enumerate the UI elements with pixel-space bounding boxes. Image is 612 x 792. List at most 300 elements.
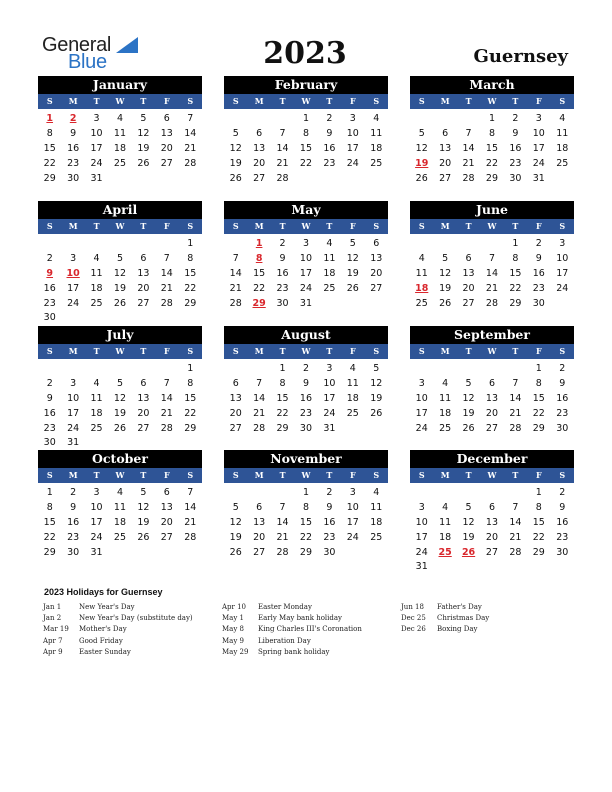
day-cell: 30 [67, 172, 80, 184]
day-cell: 1 [302, 487, 309, 498]
holiday-item [43, 647, 193, 658]
day-cell: 16 [299, 392, 313, 404]
weekday-label: W [487, 221, 497, 231]
weekday-label: T [279, 346, 286, 356]
day-cell: 13 [137, 267, 150, 279]
holiday-name: Boxing Day [437, 625, 478, 634]
day-cell: 27 [160, 157, 173, 169]
day-cell: 4 [116, 113, 123, 124]
day-cell: 21 [509, 407, 522, 419]
weekday-header [410, 94, 574, 109]
day-blank [271, 112, 294, 127]
day-cell: 12 [346, 252, 359, 264]
day-cell: 28 [253, 422, 266, 434]
day-cell: 18 [439, 407, 452, 419]
day-cell: 19 [462, 531, 475, 543]
day-cell: 15 [299, 142, 313, 154]
day-cell: 25 [346, 407, 359, 419]
month-december [410, 450, 574, 575]
weekday-label: M [440, 221, 450, 231]
day-cell: 26 [439, 297, 452, 309]
day-grid [38, 237, 202, 326]
month-april [38, 201, 202, 326]
day-cell: 5 [349, 238, 356, 249]
day-grid [38, 362, 202, 451]
day-cell: 14 [160, 267, 173, 279]
weekday-header [38, 219, 202, 234]
weekday-label: S [418, 96, 425, 106]
day-cell: 17 [346, 142, 359, 154]
day-blank [108, 362, 131, 377]
month-august [224, 326, 388, 436]
brand-word-general: General [42, 34, 112, 56]
holiday-item [222, 647, 362, 658]
day-cell: 22 [299, 531, 313, 543]
day-cell: 7 [163, 252, 170, 264]
day-cell: 13 [439, 142, 452, 154]
day-cell: 25 [90, 297, 103, 309]
day-cell: 30 [299, 422, 313, 434]
day-cell: 16 [67, 142, 80, 154]
day-cell: 6 [373, 238, 380, 249]
weekday-label: S [187, 96, 194, 106]
holiday-name: Mother's Day [79, 625, 127, 634]
day-cell: 7 [465, 127, 472, 139]
day-blank [457, 112, 480, 127]
weekday-label: T [279, 470, 286, 480]
day-cell: 29 [299, 546, 313, 558]
day-cell: 9 [46, 392, 53, 404]
day-cell: 18 [323, 267, 336, 279]
day-cell: 14 [253, 392, 266, 404]
day-cell: 5 [465, 377, 472, 389]
day-cell: 11 [323, 252, 336, 264]
day-grid [410, 237, 574, 311]
day-cell: 11 [113, 501, 127, 513]
month-title: August [224, 326, 388, 344]
day-blank [480, 486, 503, 501]
day-cell: 28 [276, 172, 289, 184]
day-blank [108, 237, 131, 252]
day-cell: 11 [415, 267, 428, 279]
day-cell: 16 [43, 282, 56, 294]
day-cell: 12 [137, 501, 150, 513]
month-may [224, 201, 388, 311]
day-cell: 8 [302, 127, 309, 139]
day-cell: 27 [137, 297, 150, 309]
day-grid [224, 362, 388, 436]
day-cell: 28 [276, 546, 289, 558]
day-cell: 1 [279, 363, 286, 374]
day-blank [504, 486, 527, 501]
day-cell: 8 [302, 501, 309, 513]
day-cell: 22 [253, 282, 266, 294]
day-cell: 22 [299, 157, 313, 169]
day-cell: 30 [43, 312, 56, 324]
day-cell: 10 [415, 392, 428, 404]
holiday-date: Apr 9 [43, 647, 63, 656]
holiday-name: New Year's Day (substitute day) [79, 614, 193, 623]
day-cell: 16 [323, 142, 336, 154]
holiday-name: Liberation Day [258, 636, 311, 645]
holiday-date: Jan 1 [43, 603, 62, 611]
day-cell: 22 [485, 157, 499, 169]
day-cell: 24 [346, 531, 359, 543]
weekday-header [224, 468, 388, 483]
day-blank [480, 362, 503, 377]
day-cell: 12 [439, 267, 452, 279]
weekday-label: F [349, 96, 356, 106]
weekday-label: F [163, 346, 170, 356]
weekday-label: T [93, 470, 100, 480]
day-cell: 14 [509, 392, 522, 404]
day-cell-holiday: 26 [461, 546, 476, 558]
day-cell: 20 [137, 282, 150, 294]
day-cell: 28 [509, 422, 522, 434]
day-cell: 27 [370, 282, 383, 294]
day-cell: 22 [184, 407, 197, 419]
day-cell: 10 [67, 392, 80, 404]
day-cell: 12 [113, 392, 127, 404]
day-cell: 6 [140, 377, 147, 389]
weekday-label: T [326, 221, 333, 231]
weekday-label: S [418, 346, 425, 356]
weekday-label: W [301, 96, 311, 106]
weekday-label: T [465, 96, 472, 106]
month-title: June [410, 201, 574, 219]
day-cell: 25 [370, 531, 383, 543]
weekday-label: S [559, 221, 566, 231]
day-cell: 2 [70, 487, 77, 498]
holiday-name: Father's Day [437, 603, 482, 611]
day-cell: 22 [184, 282, 197, 294]
day-cell: 26 [113, 422, 127, 434]
month-october [38, 450, 202, 560]
day-cell: 3 [70, 377, 77, 389]
day-cell: 29 [532, 422, 545, 434]
day-cell: 19 [229, 531, 242, 543]
day-cell: 7 [512, 377, 519, 389]
day-blank [224, 486, 247, 501]
weekday-header [410, 344, 574, 359]
day-blank [433, 362, 456, 377]
day-cell: 12 [113, 267, 127, 279]
day-cell: 19 [137, 516, 150, 528]
day-blank [132, 237, 155, 252]
day-cell: 24 [90, 157, 103, 169]
day-cell: 18 [556, 142, 569, 154]
weekday-label: W [487, 346, 497, 356]
day-blank [410, 486, 433, 501]
day-cell: 7 [232, 252, 239, 264]
weekday-label: M [68, 96, 78, 106]
day-cell: 15 [276, 392, 289, 404]
day-cell: 11 [113, 127, 127, 139]
day-cell: 30 [67, 546, 80, 558]
holiday-date: May 29 [222, 647, 249, 656]
day-cell: 26 [113, 297, 127, 309]
day-cell: 14 [184, 127, 197, 139]
holiday-name: King Charles III's Coronation [258, 625, 362, 634]
day-grid [410, 486, 574, 575]
day-cell: 31 [67, 437, 80, 449]
weekday-label: S [187, 221, 194, 231]
day-blank [457, 362, 480, 377]
day-cell-holiday: 18 [415, 282, 429, 294]
day-cell: 2 [302, 363, 309, 374]
day-cell: 17 [532, 142, 545, 154]
weekday-label: M [440, 470, 450, 480]
day-blank [457, 237, 480, 252]
weekday-label: F [163, 96, 170, 106]
month-title: July [38, 326, 202, 344]
day-cell: 27 [137, 422, 150, 434]
day-cell: 15 [253, 267, 266, 279]
weekday-label: T [93, 346, 100, 356]
day-cell: 10 [556, 252, 569, 264]
day-grid [410, 362, 574, 436]
day-cell: 31 [90, 172, 103, 184]
day-cell: 27 [253, 546, 266, 558]
day-cell: 17 [67, 407, 80, 419]
day-cell: 31 [299, 297, 313, 309]
day-cell: 18 [90, 282, 103, 294]
day-cell: 5 [442, 252, 449, 264]
day-cell: 5 [116, 252, 123, 264]
day-blank [38, 362, 61, 377]
day-cell: 25 [90, 422, 103, 434]
weekday-label: F [163, 221, 170, 231]
weekday-label: F [535, 346, 542, 356]
day-cell: 9 [302, 377, 309, 389]
holiday-item [43, 624, 193, 635]
month-title: September [410, 326, 574, 344]
weekday-header [410, 219, 574, 234]
day-cell: 19 [137, 142, 150, 154]
day-cell: 29 [485, 172, 499, 184]
day-cell: 19 [229, 157, 242, 169]
weekday-label: W [115, 221, 125, 231]
day-cell: 3 [418, 377, 425, 389]
day-cell: 11 [370, 127, 383, 139]
day-cell: 17 [299, 267, 313, 279]
day-blank [247, 112, 270, 127]
weekday-label: T [326, 346, 333, 356]
day-cell: 5 [232, 501, 239, 513]
day-cell: 24 [323, 407, 336, 419]
day-cell: 8 [46, 501, 53, 513]
weekday-label: F [535, 470, 542, 480]
day-cell: 10 [532, 127, 545, 139]
day-cell: 2 [535, 238, 542, 249]
day-cell: 22 [532, 531, 545, 543]
day-cell: 10 [299, 252, 313, 264]
day-cell: 19 [113, 407, 127, 419]
day-cell-holiday: 25 [438, 546, 452, 558]
day-cell: 26 [415, 172, 428, 184]
day-cell: 10 [323, 377, 336, 389]
day-blank [38, 237, 61, 252]
day-cell: 28 [184, 531, 197, 543]
day-cell: 3 [70, 252, 77, 264]
holidays-title: 2023 Holidays for Guernsey [44, 587, 163, 597]
day-cell: 13 [462, 267, 475, 279]
day-blank [433, 237, 456, 252]
day-cell: 9 [279, 252, 286, 264]
day-cell: 18 [370, 516, 383, 528]
day-cell: 4 [349, 363, 356, 374]
day-blank [224, 237, 247, 252]
day-cell: 5 [373, 363, 380, 374]
day-cell: 30 [323, 546, 336, 558]
weekday-label: T [465, 470, 472, 480]
weekday-label: T [465, 221, 472, 231]
day-cell: 30 [43, 437, 56, 449]
day-cell-holiday: 8 [255, 252, 263, 264]
day-cell: 17 [323, 392, 336, 404]
weekday-label: W [301, 470, 311, 480]
day-cell: 15 [532, 392, 545, 404]
day-cell: 28 [160, 422, 173, 434]
day-cell: 7 [279, 127, 286, 139]
day-blank [132, 362, 155, 377]
day-cell: 22 [532, 407, 545, 419]
day-cell: 1 [488, 113, 495, 124]
day-cell: 15 [184, 392, 197, 404]
day-cell: 23 [43, 297, 56, 309]
day-cell: 17 [90, 516, 103, 528]
day-cell: 21 [184, 516, 197, 528]
day-cell: 5 [232, 127, 239, 139]
day-cell: 24 [299, 282, 313, 294]
day-cell: 14 [160, 392, 173, 404]
day-cell: 6 [256, 127, 263, 139]
day-cell: 21 [160, 407, 173, 419]
weekday-label: S [559, 346, 566, 356]
day-cell: 23 [43, 422, 56, 434]
weekday-label: M [254, 221, 264, 231]
day-cell: 25 [323, 282, 336, 294]
day-blank [457, 486, 480, 501]
day-cell: 13 [137, 392, 150, 404]
weekday-label: W [487, 470, 497, 480]
day-cell: 28 [160, 297, 173, 309]
weekday-label: T [326, 470, 333, 480]
weekday-label: W [115, 96, 125, 106]
month-january [38, 76, 202, 186]
day-cell: 20 [253, 157, 266, 169]
day-cell: 1 [187, 363, 194, 374]
day-cell: 21 [509, 531, 522, 543]
day-cell: 18 [370, 142, 383, 154]
day-cell: 22 [509, 282, 522, 294]
month-july [38, 326, 202, 451]
day-cell: 23 [299, 407, 313, 419]
holiday-date: Jan 2 [43, 614, 62, 623]
day-cell: 13 [253, 516, 266, 528]
weekday-label: M [68, 221, 78, 231]
day-cell: 19 [113, 282, 127, 294]
day-cell: 12 [229, 516, 242, 528]
day-cell: 6 [256, 501, 263, 513]
day-cell: 7 [187, 113, 194, 124]
day-cell: 15 [485, 142, 499, 154]
month-title: February [224, 76, 388, 94]
day-blank [155, 237, 178, 252]
day-cell: 2 [559, 487, 566, 498]
holiday-name: Easter Sunday [79, 647, 131, 656]
weekday-label: T [279, 96, 286, 106]
holiday-date: Dec 25 [401, 614, 426, 623]
month-february [224, 76, 388, 186]
weekday-label: S [232, 470, 239, 480]
holidays-column [43, 602, 193, 658]
day-cell: 25 [439, 422, 452, 434]
day-cell: 9 [559, 501, 566, 513]
day-cell-holiday: 19 [415, 157, 429, 169]
day-cell: 14 [229, 267, 242, 279]
day-cell: 16 [509, 142, 522, 154]
day-cell: 23 [323, 157, 336, 169]
holiday-name: Easter Monday [258, 603, 312, 611]
country-name: Guernsey [473, 46, 568, 67]
weekday-label: S [373, 96, 380, 106]
holiday-name: Christmas Day [437, 614, 490, 623]
weekday-header [224, 94, 388, 109]
day-cell: 9 [70, 501, 77, 513]
day-grid [224, 237, 388, 311]
day-cell: 1 [535, 363, 542, 374]
day-cell: 31 [415, 561, 428, 573]
day-cell: 14 [184, 501, 197, 513]
day-cell: 28 [184, 157, 197, 169]
day-blank [271, 486, 294, 501]
day-cell: 11 [90, 392, 103, 404]
day-cell: 15 [43, 516, 56, 528]
month-title: April [38, 201, 202, 219]
day-cell: 9 [326, 127, 333, 139]
weekday-label: W [115, 470, 125, 480]
day-cell: 12 [415, 142, 428, 154]
day-blank [410, 237, 433, 252]
day-cell: 26 [370, 407, 383, 419]
holiday-item [43, 613, 193, 624]
holiday-item [401, 624, 489, 635]
month-title: October [38, 450, 202, 468]
day-cell: 5 [140, 113, 147, 124]
day-cell: 12 [462, 392, 475, 404]
month-title: December [410, 450, 574, 468]
day-cell: 11 [439, 392, 452, 404]
day-cell: 10 [90, 501, 103, 513]
day-cell-holiday: 2 [69, 113, 77, 124]
weekday-label: F [535, 221, 542, 231]
holiday-item [222, 624, 362, 635]
day-cell: 28 [462, 172, 475, 184]
day-cell: 5 [465, 501, 472, 513]
day-cell: 22 [43, 531, 56, 543]
day-cell: 26 [137, 531, 150, 543]
day-cell: 30 [276, 297, 289, 309]
day-cell: 10 [346, 501, 359, 513]
day-cell-holiday: 1 [255, 238, 263, 249]
day-cell: 17 [346, 516, 359, 528]
day-blank [504, 362, 527, 377]
day-cell: 14 [462, 142, 475, 154]
day-cell: 23 [532, 282, 545, 294]
day-cell: 11 [90, 267, 103, 279]
day-cell: 3 [93, 487, 100, 498]
